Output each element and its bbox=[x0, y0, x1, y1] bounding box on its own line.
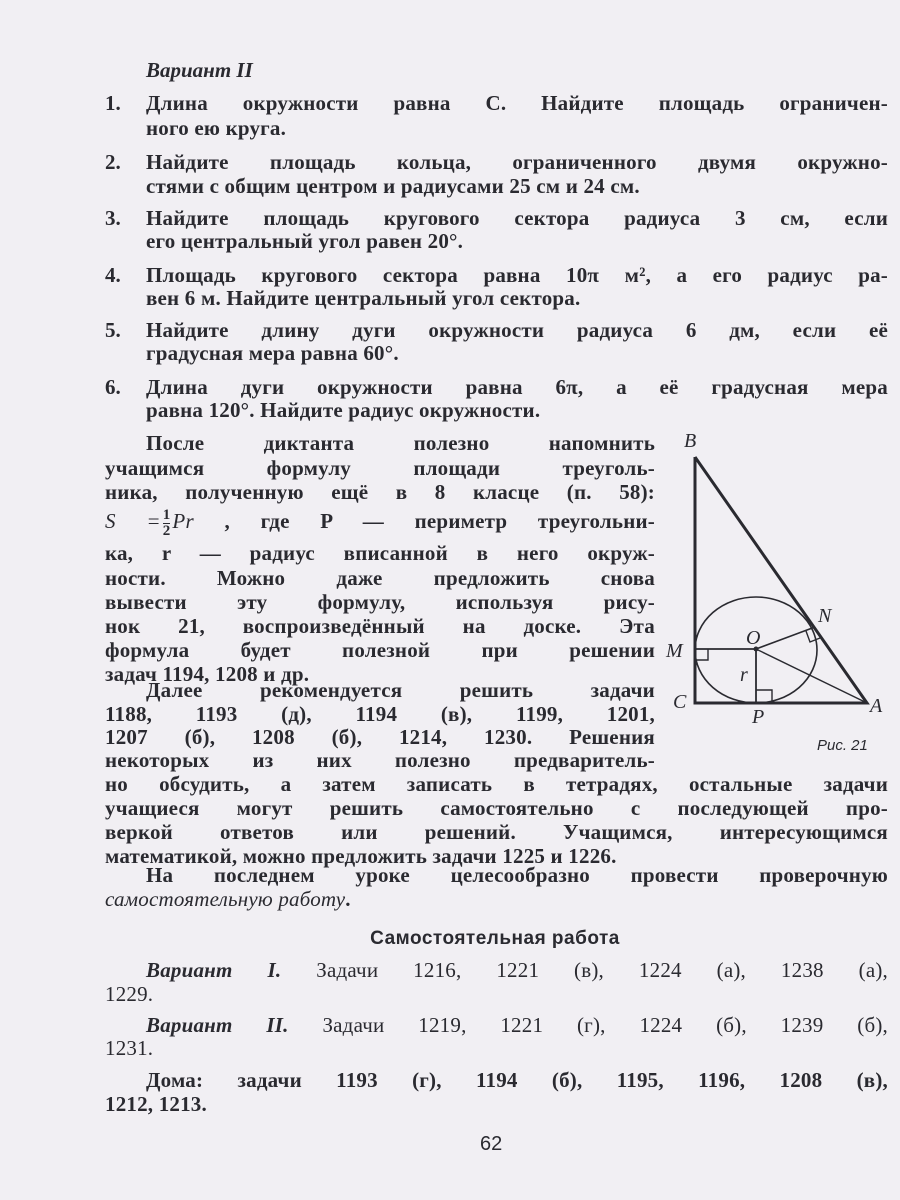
period: . bbox=[345, 887, 351, 911]
paragraph-line: 1188, 1193 (д), 1194 (в), 1199, 1201, bbox=[105, 702, 655, 726]
item-number: 1. bbox=[105, 91, 121, 115]
item-number: 2. bbox=[105, 150, 121, 174]
label-o: O bbox=[746, 627, 761, 649]
label-b: B bbox=[684, 430, 697, 452]
paragraph-line: На последнем уроке целесообразно провести проверочную bbox=[146, 863, 888, 887]
paragraph-line: задач 1194, 1208 и др. bbox=[105, 662, 310, 686]
formula-lhs: S = bbox=[105, 509, 161, 533]
label-a: A bbox=[870, 695, 883, 717]
fraction-numerator: 1 bbox=[162, 506, 171, 523]
paragraph-line: ности. Можно даже предложить снова bbox=[105, 566, 655, 590]
homework-line-2: 1212, 1213. bbox=[105, 1092, 207, 1116]
dictation-item-line: равна 120°. Найдите радиус окружности. bbox=[146, 398, 541, 422]
dictation-item-line: Найдите площадь кольца, ограниченного двумя окружно- bbox=[146, 150, 888, 174]
dictation-item-line: вен 6 м. Найдите центральный угол сектора. bbox=[146, 286, 581, 310]
variant-1-label: Вариант I. bbox=[146, 958, 282, 982]
paragraph-line: ника, полученную ещё в 8 класце (п. 58): bbox=[105, 480, 655, 504]
variant-2-text: Задачи 1219, 1221 (г), 1224 (б), 1239 (б), bbox=[288, 1013, 888, 1037]
variant-2-heading: Вариант II bbox=[146, 58, 253, 82]
label-p: P bbox=[752, 706, 765, 728]
paragraph-line: вывести эту формулу, используя рису- bbox=[105, 590, 655, 614]
section-heading: Самостоятельная работа bbox=[370, 928, 620, 949]
variant-1-line bbox=[146, 958, 888, 982]
paragraph-line: ка, r — радиус вписанной в него окруж- bbox=[105, 541, 655, 565]
label-c: C bbox=[673, 691, 687, 713]
dictation-item-line: Длина дуги окружности равна 6π, а её градусная мера bbox=[146, 375, 888, 399]
paragraph-line: учащимся формулу площади треуголь- bbox=[105, 456, 655, 480]
paragraph-line: формула будет полезной при решении bbox=[105, 638, 655, 662]
page-number: 62 bbox=[480, 1133, 503, 1155]
dictation-item-line: стями с общим центром и радиусами 25 см и 24 см. bbox=[146, 174, 640, 198]
variant-1-line-2: 1229. bbox=[105, 982, 154, 1006]
formula-rhs: Pr bbox=[172, 509, 194, 533]
item-number: 5. bbox=[105, 318, 121, 342]
fraction-denominator: 2 bbox=[162, 522, 171, 539]
label-r: r bbox=[740, 664, 748, 686]
dictation-item-line: Длина окружности равна C. Найдите площадь ограничен- bbox=[146, 91, 888, 115]
dictation-item-line: ного ею круга. bbox=[146, 116, 287, 140]
label-n: N bbox=[818, 605, 832, 627]
variant-2-line bbox=[146, 1013, 888, 1037]
paragraph-line: нок 21, воспроизведённый на доске. Эта bbox=[105, 614, 655, 638]
paragraph-line: некоторых из них полезно предваритель- bbox=[105, 748, 655, 772]
paragraph-line: веркой ответов или решений. Учащимся, интересующимся bbox=[105, 820, 888, 844]
item-number: 3. bbox=[105, 206, 121, 230]
paragraph-line: После диктанта полезно напомнить bbox=[146, 431, 655, 455]
paragraph-line: 1207 (б), 1208 (б), 1214, 1230. Решения bbox=[105, 725, 655, 749]
dictation-item-line: Найдите длину дуги окружности радиуса 6 дм, если её bbox=[146, 318, 888, 342]
figure-caption: Рис. 21 bbox=[817, 737, 868, 754]
paragraph-line: учащиеся могут решить самостоятельно с последующей про- bbox=[105, 796, 888, 820]
item-number: 6. bbox=[105, 375, 121, 399]
paragraph-line: но обсудить, а затем записать в тетрадях, остальные задачи bbox=[105, 772, 888, 796]
variant-1-text: Задачи 1216, 1221 (в), 1224 (а), 1238 (а), bbox=[281, 958, 888, 982]
italic-term: самостоятельную работу bbox=[105, 887, 346, 911]
homework-line: Дома: задачи 1193 (г), 1194 (б), 1195, 1196, 1208 (в), bbox=[146, 1068, 888, 1092]
item-number: 4. bbox=[105, 263, 121, 287]
dictation-item-line: градусная мера равна 60°. bbox=[146, 341, 399, 365]
dictation-item-line: Найдите площадь кругового сектора радиуса 3 см, если bbox=[146, 206, 888, 230]
label-m: M bbox=[666, 640, 683, 662]
paragraph-line: Далее рекомендуется решить задачи bbox=[146, 678, 655, 702]
variant-2-label: Вариант II. bbox=[146, 1013, 289, 1037]
dictation-item-line: его центральный угол равен 20°. bbox=[146, 229, 464, 253]
variant-2-line-2: 1231. bbox=[105, 1036, 154, 1060]
formula-rest: , где P — периметр треугольни- bbox=[224, 509, 655, 533]
paragraph-line: математикой, можно предложить задачи 1225 и 1226. bbox=[105, 844, 617, 868]
dictation-item-line: Площадь кругового сектора равна 10π м², а его радиус ра- bbox=[146, 263, 888, 287]
